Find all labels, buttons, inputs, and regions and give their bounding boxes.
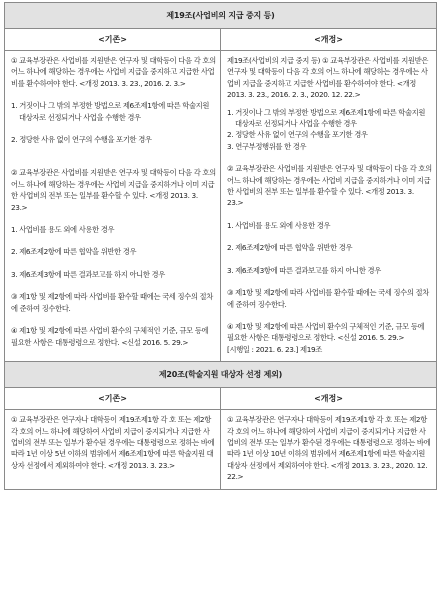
new-19-item-2: 2. 정당한 사유 없이 연구의 수행을 포기한 경우 — [227, 130, 368, 140]
old-19-para-1: ① 교육부장관은 사업비를 지원받은 연구자 및 대학등이 다음 각 호의 어느 하나에 해당하는 경우에는 사업비 지급을 중지하고 지급한 사업비를 환수하여야 한다. <개정 2013. 3. 23., 2016. 2. 3.> — [11, 56, 216, 88]
old-19-item-2-2: 2. 제6조제2항에 따른 협약을 위반한 경우 — [11, 247, 137, 257]
article-20-new-text — [221, 410, 437, 489]
new-19-para-1: 제19조(사업비의 지급 중지 등) ① 교육부장관은 사업비를 지원받은 연구자 및 대학등이 다음 각 호의 어느 하나에 해당하는 경우에는 사업비 지급을 중지하고 지급한 사업비를 환수하여야 한다. <개정 2013. 3. 23., 2016. 2. 3., 2020. 12. 22.> — [227, 56, 429, 100]
old-19-item-1: 1. 거짓이나 그 밖의 부정한 방법으로 제6조제1항에 따른 학술지원 대상자로 선정되거나 사업을 수행한 경우 — [11, 101, 210, 122]
old-19-item-2: 2. 정당한 사유 없이 연구의 수행을 포기한 경우 — [11, 135, 152, 145]
old-19-para-2: ② 교육부장관은 사업비를 지원받은 연구자 및 대학등이 다음 각 호의 어느 하나에 해당하는 경우에는 사업비 지급을 중지하거나 이미 지급한 사업비의 전부 또는 일부를 환수할 수 있다. <개정 2013. 3. 23.> — [11, 168, 216, 212]
comparison-document — [4, 2, 437, 490]
new-19-para-4: ④ 제1항 및 제2항에 따른 사업비 환수의 구체적인 기준, 규모 등에 필요한 사항은 대통령령으로 정한다. <신설 2016. 5. 29.> — [227, 321, 425, 343]
new-19-item-2-2: 2. 제6조제2항에 따른 협약을 위반한 경우 — [227, 243, 353, 253]
article-20-old-header: <기존> — [5, 388, 221, 410]
new-19-item-2-3: 3. 제6조제3항에 따른 결과보고를 하지 아니한 경우 — [227, 265, 381, 275]
new-19-para-3: ③ 제1항 및 제2항에 따라 사업비를 환수할 때에는 국세 징수의 절차에 준하여 징수한다. — [227, 288, 429, 309]
old-19-item-2-1: 1. 사업비를 용도 외에 사용한 경우 — [11, 225, 115, 235]
old-19-para-4: ④ 제1항 및 제2항에 따른 사업비 환수의 구체적인 기준, 규모 등에 필요한 사항은 대통령령으로 정한다. <신설 2016. 5. 29.> — [11, 326, 209, 347]
old-19-para-3: ③ 제1항 및 제2항에 따라 사업비를 환수할 때에는 국세 징수의 절차에 준하여 징수한다. — [11, 292, 213, 313]
old-20-para-1: ① 교육부장관은 연구자나 대학등이 제19조제1항 각 호 또는 제2항 각 호의 어느 하나에 해당하여 사업비 지급이 중지되거나 지급한 사업비의 전부 또는 일부가 환수된 경우에는 대통령령으로 정하는 바에 따라 1년 이상 5년 이하의 범위에서 제6조제1항에 따른 학술지원 대상자 선정에서 제외하여야 한다. <개정 2013. 3. 23.> — [11, 415, 215, 470]
article-19-new-text — [221, 51, 437, 362]
article-19-old-header: <기존> — [5, 29, 221, 51]
new-19-effective-date: [시행일 : 2021. 6. 23.] 제19조 — [227, 344, 322, 354]
article-20-new-header: <개정> — [221, 388, 437, 410]
new-19-item-1: 1. 거짓이나 그 밖의 부정한 방법으로 제6조제1항에 따른 학술지원 대상자로 선정되거나 사업을 수행한 경우 — [227, 107, 426, 129]
new-20-para-1: ① 교육부장관은 연구자나 대학등이 제19조제1항 각 호 또는 제2항 각 호의 어느 하나에 해당하여 사업비 지급이 중지되거나 지급한 사업비의 전부 또는 일부가 환수된 경우에는 대통령령으로 정하는 바에 따라 1년 이상 10년 이하의 범위에서 제6조제1항에 따른 학술지원 대상자 선정에서 제외하여야 한다. <개정 2013. 3. 23., 2020. 12. 22.> — [227, 415, 431, 482]
new-19-item-3: 3. 연구부정행위를 한 경우 — [227, 141, 307, 151]
article-19-new-header: <개정> — [221, 29, 437, 51]
article-19-title: 제19조(사업비의 지급 중지 등) — [5, 3, 437, 29]
new-19-para-2: ② 교육부장관은 사업비를 지원받은 연구자 및 대학등이 다음 각 호의 어느 하나에 해당하는 경우에는 사업비 지급을 중지하거나 이미 지급한 사업비의 전부 또는 일부를 환수할 수 있다. <개정 2013. 3. 23.> — [227, 164, 432, 208]
article-20-old-text — [5, 410, 221, 489]
old-19-item-2-3: 3. 제6조제3항에 따른 결과보고를 하지 아니한 경우 — [11, 269, 165, 279]
new-19-item-2-1: 1. 사업비를 용도 외에 사용한 경우 — [227, 220, 331, 230]
article-19-table — [4, 2, 437, 490]
article-20-title: 제20조(학술지원 대상자 선정 제외) — [5, 362, 437, 388]
article-19-old-text — [5, 51, 221, 362]
